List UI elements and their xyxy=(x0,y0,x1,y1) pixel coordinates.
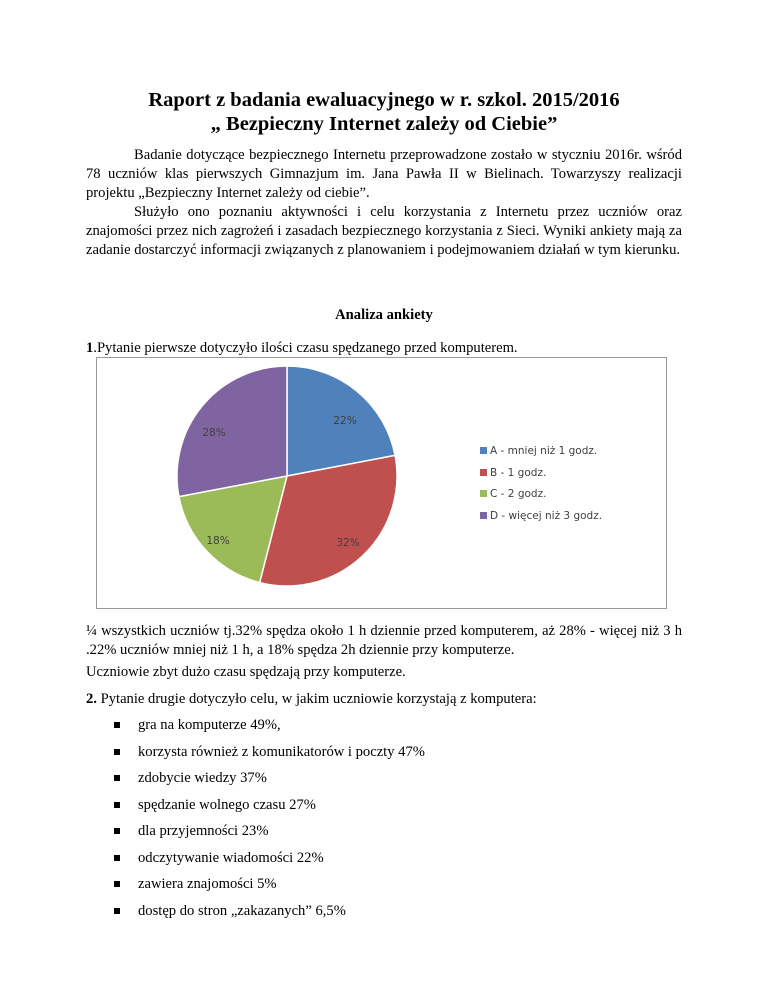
pie-chart xyxy=(97,358,666,608)
bullet-square-icon xyxy=(114,908,120,914)
list-item: odczytywanie wiadomości 22% xyxy=(110,849,425,876)
legend-label: D - więcej niż 3 godz. xyxy=(490,510,603,522)
legend-label: C - 2 godz. xyxy=(490,488,547,500)
pie-data-label: 28% xyxy=(202,427,226,439)
question-1 xyxy=(86,339,686,358)
bullet-square-icon xyxy=(114,775,120,781)
legend-swatch xyxy=(480,512,487,519)
intro-paragraph-1: Badanie dotyczące bezpiecznego Internetu przeprowadzone zostało w styczniu 2016r. wśród 78 uczniów klas pierwszych Gimnazjum im. Jana Pawła II w Bielinach. Towarzyszy realizacji projektu „Bezpieczny Internet zależy od ciebie”. xyxy=(86,147,682,201)
bullet-square-icon xyxy=(114,722,120,728)
legend-swatch xyxy=(480,447,487,454)
pie-data-label: 18% xyxy=(206,535,230,547)
pie-chart-frame xyxy=(96,357,667,609)
list-item: spędzanie wolnego czasu 27% xyxy=(110,796,425,823)
legend-label: A - mniej niż 1 godz. xyxy=(490,445,598,457)
intro-paragraph-2: Służyło ono poznaniu aktywności i celu korzystania z Internetu przez uczniów oraz znajomości przez nich zagrożeń i zasadach bezpiecznego korzystania z Sieci. Wyniki ankiety mają za zadanie dostarczyć informacji związanych z planowaniem i podejmowaniem działań w tym kierunku. xyxy=(86,204,682,258)
question-2-text: Pytanie drugie dotyczyło celu, w jakim uczniowie korzystają z komputera: xyxy=(96,691,537,707)
pie-data-label: 32% xyxy=(336,537,360,549)
pie-slice xyxy=(177,366,287,497)
bullet-square-icon xyxy=(114,828,120,834)
list-item: gra na komputerze 49%, xyxy=(110,716,425,743)
question-1-text: .Pytanie pierwsze dotyczyło ilości czasu spędzanego przed komputerem. xyxy=(93,340,518,356)
question-2-list xyxy=(110,716,425,928)
bullet-square-icon xyxy=(114,802,120,808)
question-1-conclusion: Uczniowie zbyt dużo czasu spędzają przy komputerze. xyxy=(86,664,406,680)
pie-data-label: 22% xyxy=(333,415,357,427)
question-2 xyxy=(86,690,686,709)
legend-label: B - 1 godz. xyxy=(490,467,547,479)
analysis-heading: Analiza ankiety xyxy=(335,307,433,323)
bullet-square-icon xyxy=(114,749,120,755)
list-item: zawiera znajomości 5% xyxy=(110,875,425,902)
question-1-number: 1 xyxy=(86,340,94,356)
bullet-square-icon xyxy=(114,855,120,861)
legend-swatch xyxy=(480,490,487,497)
question-1-summary: ¼ wszystkich uczniów tj.32% spędza około 1 h dziennie przed komputerem, aż 28% - więcej niż 3 h .22% uczniów mniej niż 1 h, a 18% spędza 2h dziennie przy komputerze. xyxy=(86,623,682,658)
list-item: dostęp do stron „zakazanych” 6,5% xyxy=(110,902,425,929)
question-2-number: 2. xyxy=(86,691,97,707)
list-item: dla przyjemności 23% xyxy=(110,822,425,849)
legend-swatch xyxy=(480,469,487,476)
bullet-square-icon xyxy=(114,881,120,887)
report-title: Raport z badania ewaluacyjnego w r. szkol. 2015/2016 xyxy=(148,89,620,111)
list-item: zdobycie wiedzy 37% xyxy=(110,769,425,796)
report-subtitle: „ Bezpieczny Internet zależy od Ciebie” xyxy=(210,113,558,135)
list-item: korzysta również z komunikatorów i poczty 47% xyxy=(110,743,425,770)
